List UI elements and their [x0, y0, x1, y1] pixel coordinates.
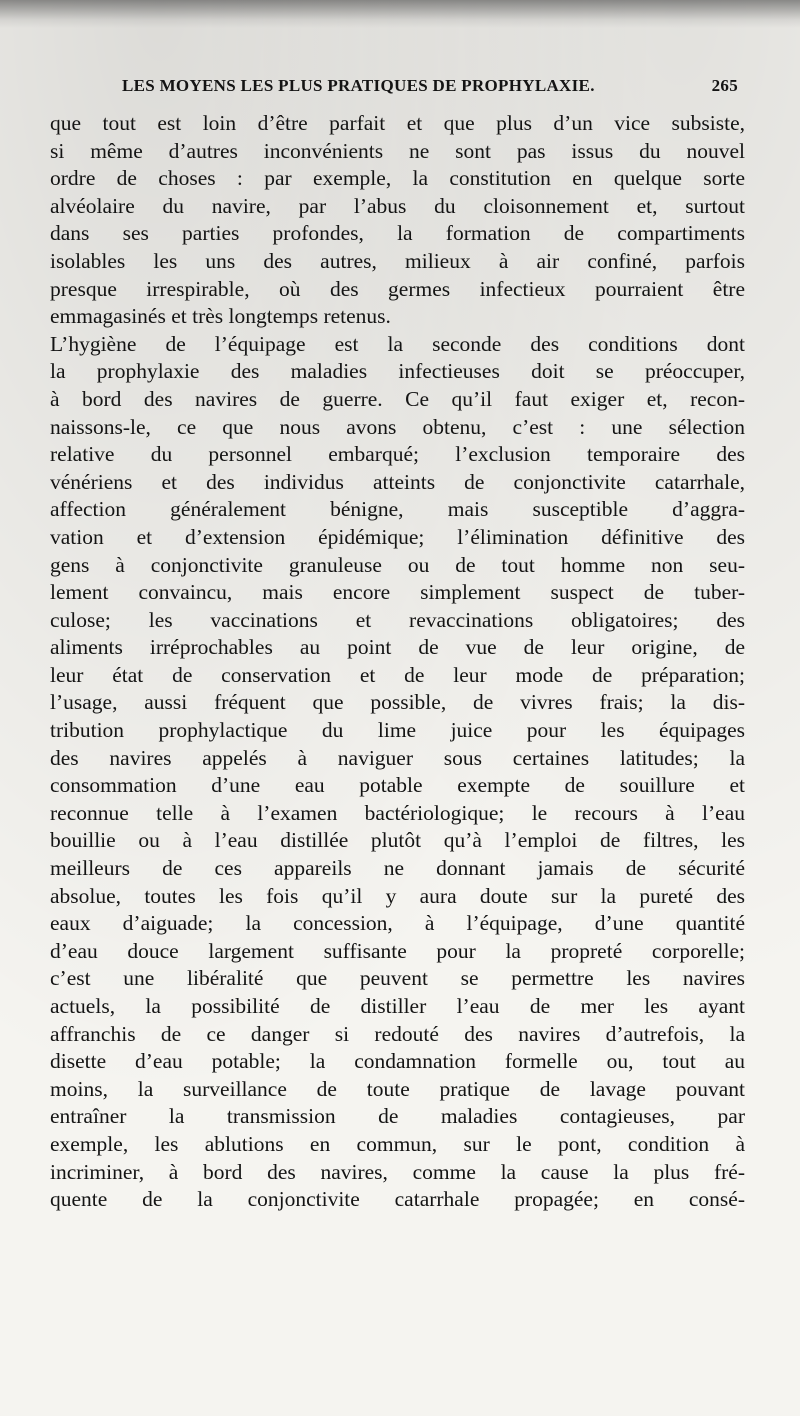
text-line: moins, la surveillance de toute pratique de lavage pouvant	[50, 1076, 745, 1101]
text-line: meilleurs de ces appareils ne donnant jamais de sécurité	[50, 856, 745, 881]
text-line: à bord des navires de guerre. Ce qu’il faut exiger et, recon-	[50, 386, 745, 411]
text-line: isolables les uns des autres, milieux à air confiné, parfois	[50, 248, 745, 273]
text-line: lement convaincu, mais encore simplement suspect de tuber-	[50, 580, 745, 605]
text-line: absolue, toutes les fois qu’il y aura doute sur la pureté des	[50, 883, 745, 908]
text-line: culose; les vaccinations et revaccinations obligatoires; des	[50, 607, 745, 632]
text-line: affection généralement bénigne, mais susceptible d’aggra-	[50, 497, 745, 522]
text-line: des navires appelés à naviguer sous certaines latitudes; la	[50, 745, 745, 770]
text-line: relative du personnel embarqué; l’exclusion temporaire des	[50, 442, 745, 467]
text-line: L’hygiène de l’équipage est la seconde des conditions dont	[50, 331, 745, 356]
body-text	[50, 110, 745, 1214]
text-line: tribution prophylactique du lime juice pour les équipages	[50, 718, 745, 743]
text-line: emmagasinés et très longtemps retenus.	[50, 304, 391, 329]
text-line: aliments irréprochables au point de vue de leur origine, de	[50, 635, 745, 660]
text-line: disette d’eau potable; la condamnation formelle ou, tout au	[50, 1049, 745, 1074]
text-line: incriminer, à bord des navires, comme la cause la plus fré-	[50, 1159, 745, 1184]
text-line: vation et d’extension épidémique; l’élimination définitive des	[50, 524, 745, 549]
header-title: LES MOYENS LES PLUS PRATIQUES DE PROPHYLAXIE.	[122, 76, 595, 95]
text-line: bouillie ou à l’eau distillée plutôt qu’à l’emploi de filtres, les	[50, 828, 745, 853]
text-line: gens à conjonctivite granuleuse ou de tout homme non seu-	[50, 552, 745, 577]
text-line: affranchis de ce danger si redouté des navires d’autrefois, la	[50, 1021, 745, 1046]
text-line: entraîner la transmission de maladies contagieuses, par	[50, 1104, 745, 1129]
text-line: c’est une libéralité que peuvent se permettre les navires	[50, 966, 745, 991]
text-line: si même d’autres inconvénients ne sont pas issus du nouvel	[50, 138, 745, 163]
running-header	[118, 76, 738, 102]
text-line: eaux d’aiguade; la concession, à l’équipage, d’une quantité	[50, 911, 745, 936]
text-line: quente de la conjonctivite catarrhale propagée; en consé-	[50, 1187, 745, 1212]
page-number: 265	[711, 76, 738, 95]
text-line: ordre de choses : par exemple, la constitution en quelque sorte	[50, 166, 745, 191]
text-line: d’eau douce largement suffisante pour la propreté corporelle;	[50, 938, 745, 963]
text-line: actuels, la possibilité de distiller l’eau de mer les ayant	[50, 994, 745, 1018]
text-line: leur état de conservation et de leur mode de préparation;	[50, 662, 745, 687]
text-line: vénériens et des individus atteints de conjonctivite catarrhale,	[50, 469, 745, 494]
text-line: exemple, les ablutions en commun, sur le pont, condition à	[50, 1131, 745, 1156]
scan-shadow	[0, 0, 800, 28]
text-line: alvéolaire du navire, par l’abus du cloisonnement et, surtout	[50, 193, 745, 218]
text-line: la prophylaxie des maladies infectieuses doit se préoccuper,	[50, 359, 745, 384]
text-line: reconnue telle à l’examen bactériologique; le recours à l’eau	[50, 800, 745, 825]
text-line: presque irrespirable, où des germes infectieux pourraient être	[50, 276, 745, 301]
text-line: consommation d’une eau potable exempte de souillure et	[50, 773, 745, 798]
text-line: que tout est loin d’être parfait et que plus d’un vice subsiste,	[50, 111, 745, 135]
text-line: dans ses parties profondes, la formation de compartiments	[50, 221, 745, 246]
text-line: l’usage, aussi fréquent que possible, de vivres frais; la dis-	[50, 690, 745, 715]
text-line: naissons-le, ce que nous avons obtenu, c’est : une sélection	[50, 414, 745, 439]
